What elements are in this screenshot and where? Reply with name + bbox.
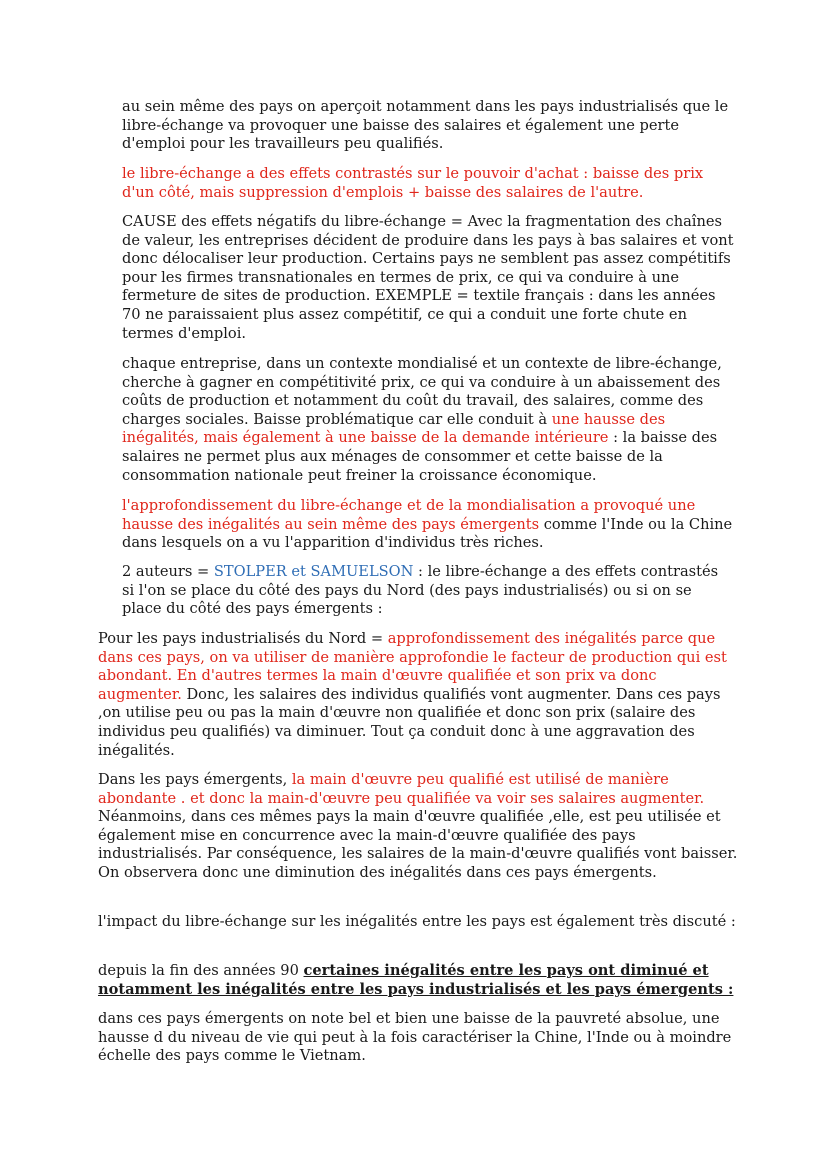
paragraph-since-90s [98, 962, 738, 999]
paragraph-text: l'impact du libre-échange sur les inégalités entre les pays est également très discuté : [98, 913, 736, 930]
paragraph-text: au sein même des pays on aperçoit notamment dans les pays industrialisés que le libre-échange va provoquer une baisse des salaires et également une perte d'emploi pour les travailleurs peu qualifiés. [122, 98, 729, 153]
paragraph-emerging-inequality [122, 497, 734, 553]
paragraph-stolper-samuelson [122, 563, 734, 619]
highlighted-text: la main d'œuvre peu qualifié est utilisé de manière abondante . et donc la main-d'œuvre peu qualifiée va voir ses salaires augmenter. [98, 771, 705, 807]
bold-underlined-text: certaines inégalités entre les pays ont diminué et notamment les inégalités entre les pays industrialisés et les pays émergents : [98, 962, 734, 998]
paragraph-between-countries [98, 913, 738, 932]
paragraph-text: Pour les pays industrialisés du Nord = [98, 630, 388, 647]
paragraph-industrialized-north [98, 630, 738, 760]
paragraph-text: chaque entreprise, dans un contexte mondialisé et un contexte de libre-échange, cherche à gagner en compétitivité prix, ce qui va conduire à un abaissement des coûts de production et notamment du coût du travail, des salaires, comme des charges sociales. Baisse problématique car elle conduit à [122, 355, 722, 428]
paragraph-text: CAUSE des effets négatifs du libre-échange = Avec la fragmentation des chaînes de valeur, les entreprises décident de produire dans les pays à bas salaires et vont donc délocaliser leur production. Certains pays ne semblent pas assez compétitifs pour les firmes transnationales en termes de prix, ce qui va conduire à une fermeture de sites de production. EXEMPLE = textile français : dans les années 70 ne paraissaient plus assez compétitif, ce qui a conduit une forte chute en termes d'emploi. [122, 213, 734, 342]
highlighted-text: approfondissement des inégalités parce que dans ces pays, on va utiliser de manière approfondie le facteur de production qui est abondant. En d'autres termes la main d'œuvre qualifiée et son prix va donc augmenter. [98, 630, 727, 703]
paragraph-emerging-countries [98, 771, 738, 883]
highlighted-text: l'approfondissement du libre-échange et de la mondialisation a provoqué une hausse des inégalités au sein même des pays émergents [122, 497, 696, 533]
paragraph-text: comme l'Inde ou la Chine dans lesquels on a vu l'apparition d'individus très riches. [122, 515, 733, 552]
paragraph-text: depuis la fin des années 90 [98, 962, 304, 979]
paragraph-text: : le libre-échange a des effets contrastés si l'on se place du côté des pays du Nord (des pays industrialisés) ou si on se place du côté des pays émergents : [122, 563, 719, 618]
paragraph-price-competitiveness [122, 355, 734, 485]
paragraph-text: dans ces pays émergents on note bel et bien une baisse de la pauvreté absolue, une hausse d du niveau de vie qui peut à la fois caractériser la Chine, l'Inde ou à moindre échelle des pays comme le Vietnam. [98, 1010, 732, 1065]
paragraph-text: 2 auteurs = [122, 563, 214, 580]
paragraph-poverty-reduction [98, 1010, 738, 1066]
paragraph-text: : la baisse des salaires ne permet plus aux ménages de consommer et cette baisse de la consommation nationale peut freiner la croissance économique. [122, 429, 718, 484]
author-names: STOLPER et SAMUELSON [213, 563, 414, 580]
paragraph-cause-negative-effects [122, 213, 734, 343]
paragraph-text: Donc, les salaires des individus qualifiés vont augmenter. Dans ces pays ,on utilise peu ou pas la main d'œuvre non qualifiée et donc son prix (salaire des individus peu qualifiés) va diminuer. Tout ça conduit donc à une aggravation des inégalités. [98, 685, 721, 759]
paragraph-text: Néanmoins, dans ces mêmes pays la main d'œuvre qualifiée ,elle, est peu utilisée et également mise en concurrence avec la main-d'œuvre qualifiée des pays industrialisés. Par conséquence, les salaires de la main-d'œuvre qualifiés vont baisser. On observera donc une diminution des inégalités dans ces pays émergents. [98, 808, 738, 881]
highlighted-text: le libre-échange a des effets contrastés sur le pouvoir d'achat : baisse des prix d'un côté, mais suppression d'emplois + baisse des salaires de l'autre. [122, 165, 704, 201]
paragraph-text: Dans les pays émergents, [98, 771, 292, 788]
highlighted-text: une hausse des inégalités, mais également à une baisse de la demande intérieure [122, 410, 666, 447]
paragraph-purchasing-power [122, 165, 734, 202]
paragraph-free-trade-domestic-effects [122, 98, 734, 154]
